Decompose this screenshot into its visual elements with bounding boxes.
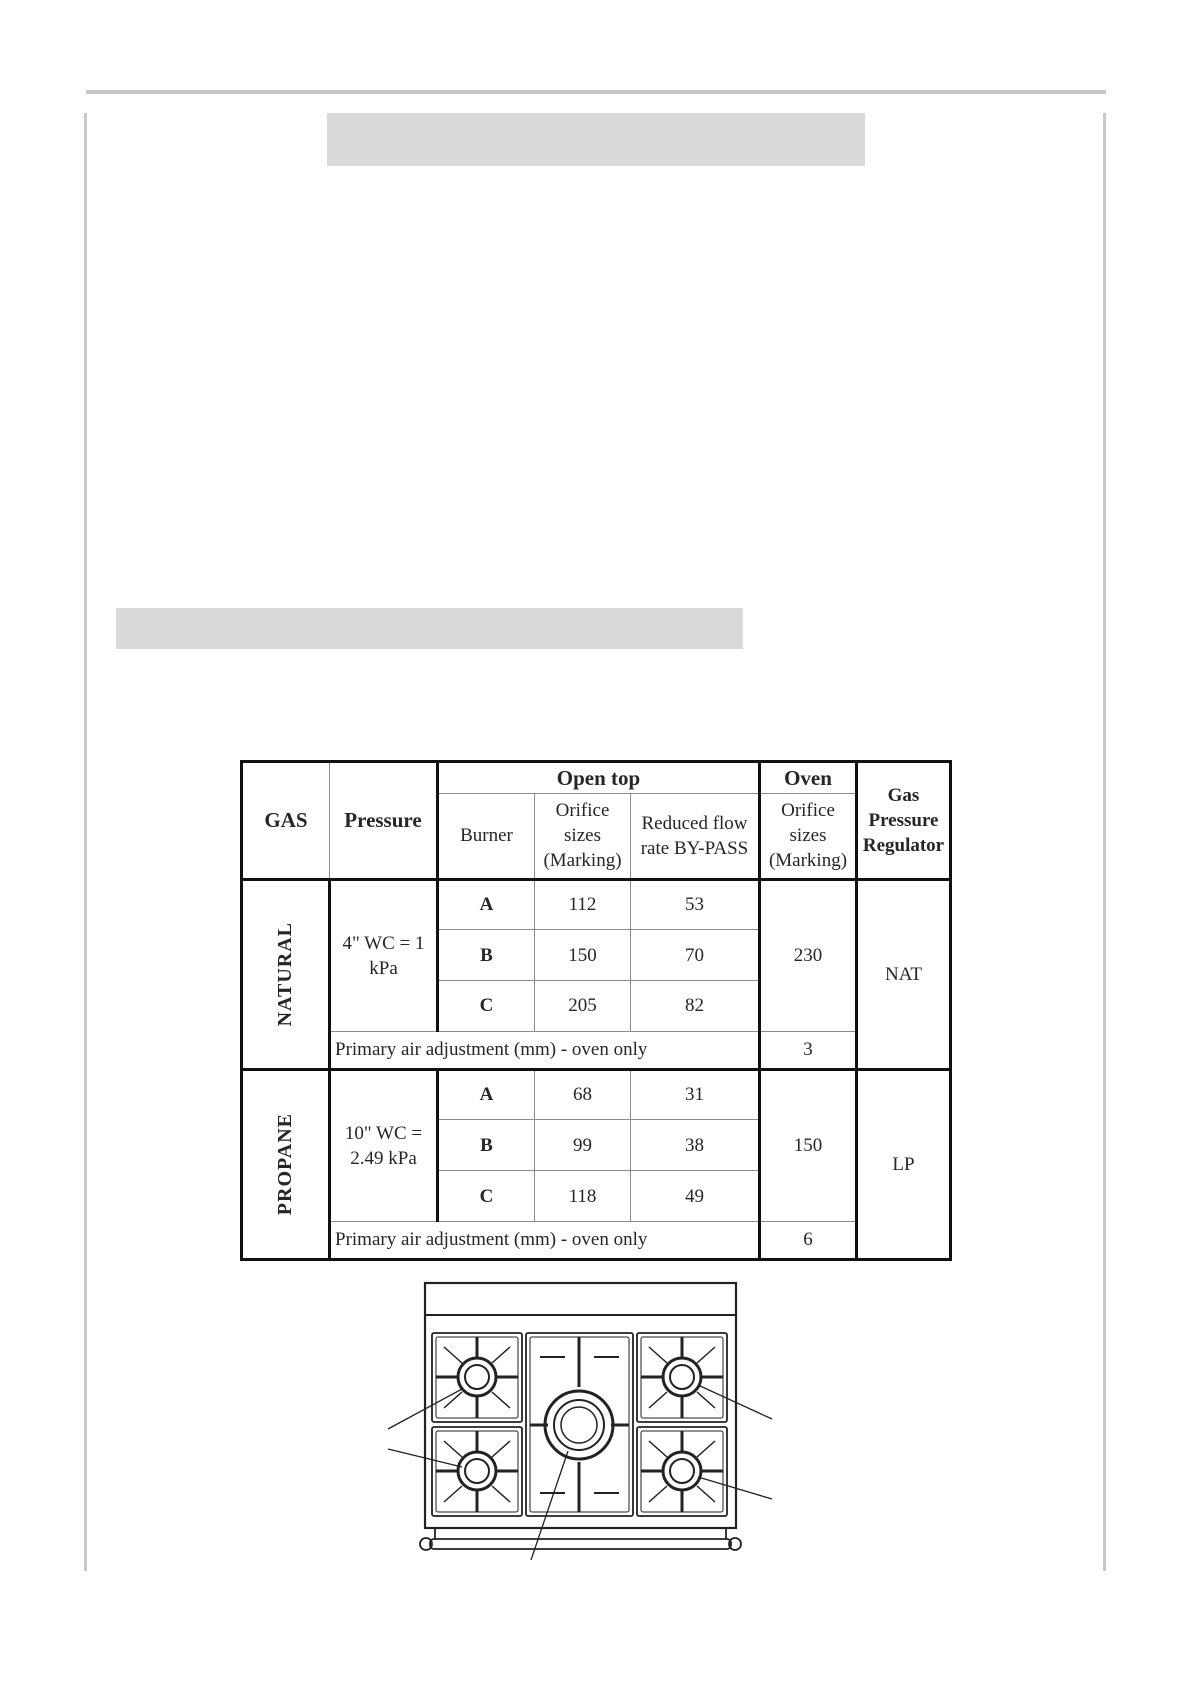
natural-orifice-c: 205 xyxy=(535,981,631,1031)
propane-bypass-c: 49 xyxy=(631,1171,760,1221)
propane-burner-a: A xyxy=(438,1069,535,1119)
natural-bypass-a: 53 xyxy=(631,879,760,929)
range-top-diagram xyxy=(380,1277,780,1560)
propane-orifice-b: 99 xyxy=(535,1120,631,1171)
natural-pressure: 4" WC = 1 kPa xyxy=(330,879,438,1031)
gas-natural-cell xyxy=(242,879,330,1069)
propane-air-label: Primary air adjustment (mm) - oven only xyxy=(330,1221,760,1259)
propane-orifice-a: 68 xyxy=(535,1069,631,1119)
header-orifice-sizes: Orifice sizes (Marking) xyxy=(535,794,631,880)
propane-bypass-a: 31 xyxy=(631,1069,760,1119)
section-bar xyxy=(116,608,743,649)
header-open-top: Open top xyxy=(438,762,760,794)
header-oven: Oven xyxy=(760,762,857,794)
natural-burner-b: B xyxy=(438,929,535,980)
natural-burner-a: A xyxy=(438,879,535,929)
natural-oven-orifice: 230 xyxy=(760,879,857,1031)
header-reduced-flow: Reduced flow rate BY-PASS xyxy=(631,794,760,880)
propane-burner-c: C xyxy=(438,1171,535,1221)
propane-regulator: LP xyxy=(857,1069,951,1259)
natural-regulator: NAT xyxy=(857,879,951,1069)
propane-pressure: 10" WC = 2.49 kPa xyxy=(330,1069,438,1221)
propane-air-value: 6 xyxy=(760,1221,857,1259)
gas-natural-label: NATURAL xyxy=(274,922,296,1027)
header-burner: Burner xyxy=(438,794,535,880)
gas-orifice-table xyxy=(240,760,952,1261)
right-margin-rule xyxy=(1103,113,1106,1571)
natural-orifice-b: 150 xyxy=(535,929,631,980)
natural-orifice-a: 112 xyxy=(535,879,631,929)
propane-bypass-b: 38 xyxy=(631,1120,760,1171)
natural-air-value: 3 xyxy=(760,1031,857,1069)
left-margin-rule xyxy=(84,113,87,1571)
natural-bypass-b: 70 xyxy=(631,929,760,980)
top-rule xyxy=(86,90,1106,94)
natural-bypass-c: 82 xyxy=(631,981,760,1031)
header-gas: GAS xyxy=(242,762,330,880)
natural-burner-c: C xyxy=(438,981,535,1031)
propane-oven-orifice: 150 xyxy=(760,1069,857,1221)
propane-burner-b: B xyxy=(438,1120,535,1171)
header-regulator: Gas Pressure Regulator xyxy=(857,762,951,880)
natural-air-label: Primary air adjustment (mm) - oven only xyxy=(330,1031,760,1069)
header-pressure: Pressure xyxy=(330,762,438,880)
oven-handle xyxy=(420,1528,741,1550)
gas-propane-cell xyxy=(242,1069,330,1259)
propane-orifice-c: 118 xyxy=(535,1171,631,1221)
title-bar xyxy=(327,113,865,166)
gas-propane-label: PROPANE xyxy=(274,1113,296,1216)
header-oven-orifice: Orifice sizes (Marking) xyxy=(760,794,857,880)
